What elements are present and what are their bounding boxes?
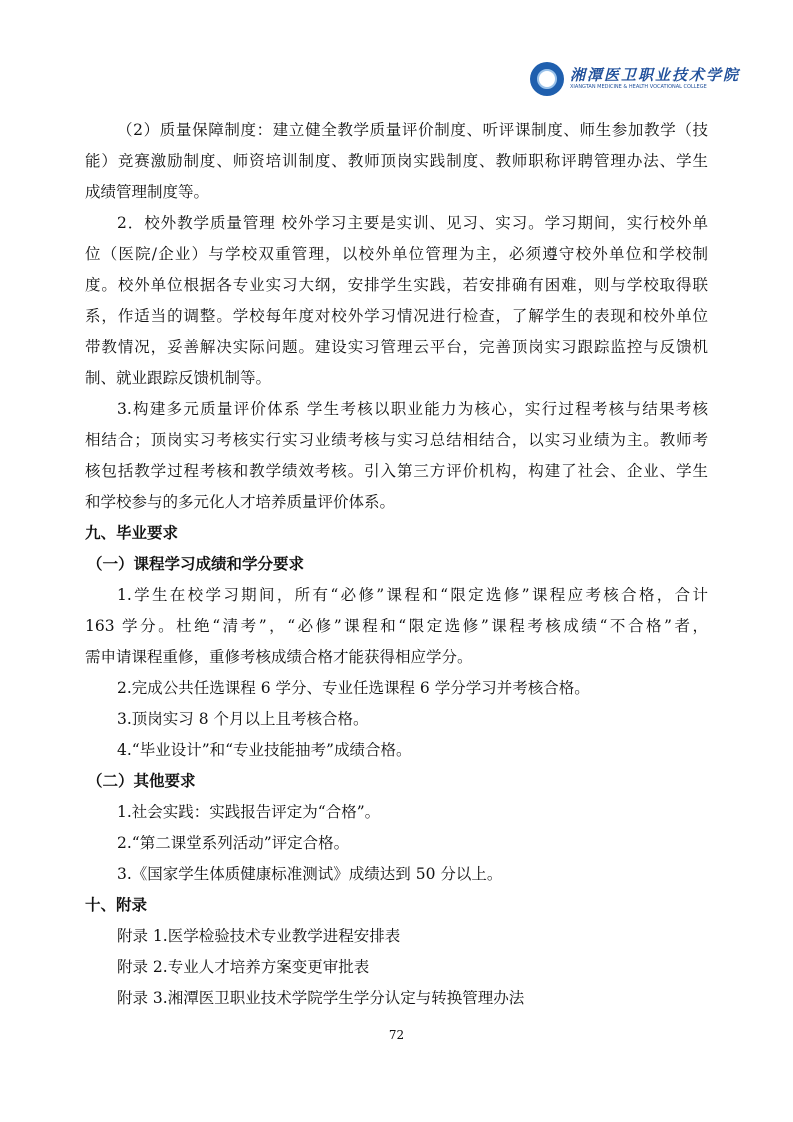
appendix-item: 附录 2.专业人才培养方案变更审批表 bbox=[117, 958, 370, 976]
text-line: 4.“毕业设计”和“专业技能抽考”成绩合格。 bbox=[117, 741, 412, 759]
text-line: 系，作适当的调整。学校每年度对校外学习情况进行检查，了解学生的表现和校外单位 bbox=[85, 307, 708, 325]
logo-chinese-name: 湘潭医卫职业技术学院 bbox=[570, 66, 741, 84]
text-line: 3.构建多元质量评价体系 学生考核以职业能力为核心，实行过程考核与结果考核 bbox=[117, 400, 708, 418]
text-line: 2.完成公共任选课程 6 学分、专业任选课程 6 学分学习并考核合格。 bbox=[117, 679, 590, 697]
text-line: 制、就业跟踪反馈机制等。 bbox=[85, 369, 272, 387]
text-line: 度。校外单位根据各专业实习大纲，安排学生实践，若安排确有困难，则与学校取得联 bbox=[85, 276, 708, 294]
text-line: 成绩管理制度等。 bbox=[85, 183, 210, 201]
logo-english-name: XIANGTAN MEDICINE & HEALTH VOCATIONAL COLLEGE bbox=[570, 84, 707, 90]
college-logo bbox=[530, 62, 740, 96]
document-body bbox=[85, 115, 708, 1014]
text-line: 带教情况，妥善解决实际问题。建设实习管理云平台，完善顶岗实习跟踪监控与反馈机 bbox=[85, 338, 708, 356]
college-seal-icon bbox=[530, 62, 564, 96]
text-line: 1.学生在校学习期间，所有“必修”课程和“限定选修”课程应考核合格，合计 bbox=[117, 586, 708, 604]
text-line: 1.社会实践：实践报告评定为“合格”。 bbox=[117, 803, 381, 821]
section-heading: 九、毕业要求 bbox=[85, 524, 179, 542]
subsection-heading: （二）其他要求 bbox=[87, 772, 196, 790]
text-line: （2）质量保障制度：建立健全教学质量评价制度、听评课制度、师生参加教学（技 bbox=[117, 121, 708, 139]
appendix-item: 附录 1.医学检验技术专业教学进程安排表 bbox=[117, 927, 401, 945]
text-line: 3.《国家学生体质健康标准测试》成绩达到 50 分以上。 bbox=[117, 865, 503, 883]
text-line: 和学校参与的多元化人才培养质量评价体系。 bbox=[85, 493, 396, 511]
appendix-item: 附录 3.湘潭医卫职业技术学院学生学分认定与转换管理办法 bbox=[117, 989, 525, 1007]
text-line: 需申请课程重修，重修考核成绩合格才能获得相应学分。 bbox=[85, 648, 473, 666]
text-line: 能）竞赛激励制度、师资培训制度、教师顶岗实践制度、教师职称评聘管理办法、学生 bbox=[85, 152, 708, 170]
text-line: 2．校外教学质量管理 校外学习主要是实训、见习、实习。学习期间，实行校外单 bbox=[117, 214, 708, 232]
section-heading: 十、附录 bbox=[85, 896, 148, 914]
text-line: 2.“第二课堂系列活动”评定合格。 bbox=[117, 834, 350, 852]
text-line: 核包括教学过程考核和教学绩效考核。引入第三方评价机构，构建了社会、企业、学生 bbox=[85, 462, 708, 480]
text-line: 3.顶岗实习 8 个月以上且考核合格。 bbox=[117, 710, 369, 728]
text-line: 相结合；顶岗实习考核实行实习业绩考核与实习总结相结合，以实习业绩为主。教师考 bbox=[85, 431, 708, 449]
text-line: 位（医院/企业）与学校双重管理，以校外单位管理为主，必须遵守校外单位和学校制 bbox=[85, 245, 708, 263]
text-line: 163 学分。杜绝“清考”，“必修”课程和“限定选修”课程考核成绩“不合格”者， bbox=[85, 617, 708, 635]
subsection-heading: （一）课程学习成绩和学分要求 bbox=[87, 555, 305, 573]
page-number: 72 bbox=[388, 1028, 405, 1042]
